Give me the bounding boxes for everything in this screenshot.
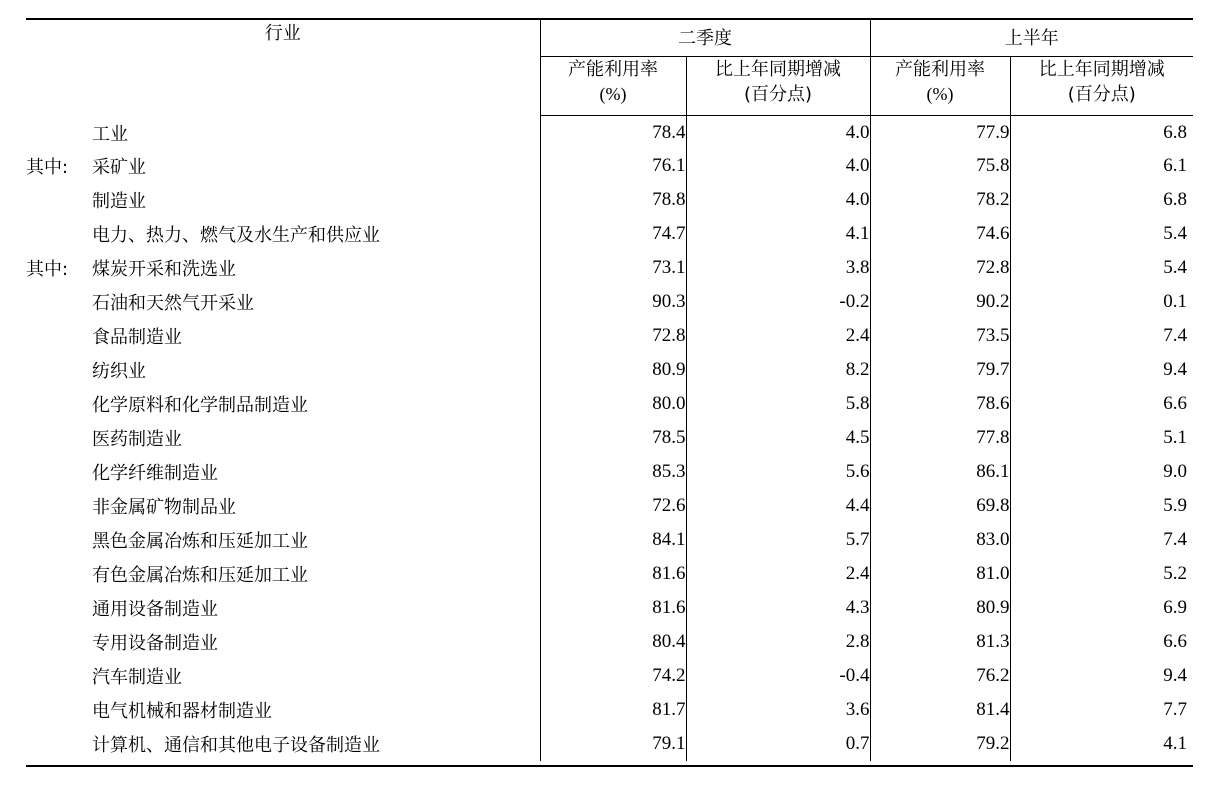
- industry-name-cell: [26, 523, 540, 557]
- industry-name-cell: [26, 217, 540, 251]
- h1-change-cell: 7.7: [1163, 699, 1187, 720]
- h1-rate-cell: 77.8: [870, 421, 1010, 455]
- industry-name: 化学原料和化学制品制造业: [92, 395, 308, 416]
- q2-rate-cell: 72.8: [540, 319, 686, 353]
- industry-name-cell: [26, 183, 540, 217]
- industry-name: 制造业: [92, 191, 146, 212]
- table-row: [26, 489, 1193, 523]
- table-header: [26, 19, 1193, 115]
- industry-column-header: 行业: [26, 19, 540, 115]
- table-row: [26, 285, 1193, 319]
- h1-rate-cell: 81.0: [870, 557, 1010, 591]
- q2-change-cell: 8.2: [686, 353, 870, 387]
- industry-name: 专用设备制造业: [92, 633, 218, 654]
- industry-name-cell: [26, 625, 540, 659]
- h1-group-header: 上半年: [870, 19, 1193, 56]
- industry-name-cell: [26, 557, 540, 591]
- industry-name: 煤炭开采和洗选业: [92, 259, 236, 280]
- h1-change-cell: 6.8: [1163, 122, 1187, 144]
- table-row: [26, 523, 1193, 557]
- h1-rate-cell: 77.9: [870, 115, 1010, 149]
- q2-change-cell: 5.8: [686, 387, 870, 421]
- industry-name-cell: [26, 693, 540, 727]
- h1-change-unit: (百分点): [1067, 83, 1136, 105]
- industry-name-cell: [26, 591, 540, 625]
- industry-name: 化学纤维制造业: [92, 463, 218, 484]
- q2-rate-cell: 78.4: [540, 115, 686, 149]
- table-bottom-rule: [26, 765, 1193, 767]
- industry-name: 纺织业: [92, 361, 146, 382]
- q2-rate-cell: 80.4: [540, 625, 686, 659]
- industry-name: 黑色金属冶炼和压延加工业: [92, 531, 308, 552]
- h1-change-cell: 5.2: [1163, 563, 1187, 584]
- q2-change-cell: 5.6: [686, 455, 870, 489]
- q2-rate-unit: (%): [599, 83, 627, 104]
- q2-rate-cell: 81.6: [540, 591, 686, 625]
- h1-rate-cell: 74.6: [870, 217, 1010, 251]
- h1-change-cell: 5.1: [1163, 427, 1187, 448]
- h1-rate-label: 产能利用率: [895, 58, 985, 80]
- table-row: [26, 217, 1193, 251]
- industry-prefix: 其中:: [26, 157, 69, 178]
- industry-name-cell: [26, 149, 540, 183]
- h1-change-cell: 6.9: [1163, 597, 1187, 618]
- h1-change-cell: 5.4: [1163, 257, 1187, 278]
- industry-name: 电气机械和器材制造业: [92, 701, 272, 722]
- industry-name-cell: [26, 659, 540, 693]
- industry-name-cell: [26, 727, 540, 761]
- q2-rate-label: 产能利用率: [568, 58, 658, 80]
- table-row: [26, 455, 1193, 489]
- table-row: [26, 557, 1193, 591]
- h1-rate-cell: 79.2: [870, 727, 1010, 761]
- h1-change-cell: 5.9: [1163, 495, 1187, 516]
- table-row: [26, 625, 1193, 659]
- h1-rate-cell: 73.5: [870, 319, 1010, 353]
- h1-rate-unit: (%): [926, 83, 954, 104]
- industry-name: 工业: [92, 124, 128, 145]
- q2-change-cell: 3.6: [686, 693, 870, 727]
- q2-rate-cell: 72.6: [540, 489, 686, 523]
- table-row: [26, 387, 1193, 421]
- h1-change-header: [1010, 56, 1193, 115]
- h1-rate-cell: 81.4: [870, 693, 1010, 727]
- h1-rate-cell: 69.8: [870, 489, 1010, 523]
- h1-rate-cell: 78.2: [870, 183, 1010, 217]
- q2-rate-cell: 90.3: [540, 285, 686, 319]
- h1-rate-cell: 90.2: [870, 285, 1010, 319]
- q2-change-cell: 4.0: [686, 183, 870, 217]
- q2-rate-cell: 81.7: [540, 693, 686, 727]
- table-row: [26, 183, 1193, 217]
- industry-name: 有色金属冶炼和压延加工业: [92, 565, 308, 586]
- q2-change-cell: 5.7: [686, 523, 870, 557]
- table-body: [26, 115, 1193, 761]
- industry-name: 食品制造业: [92, 327, 182, 348]
- h1-rate-cell: 86.1: [870, 455, 1010, 489]
- q2-change-cell: 4.5: [686, 421, 870, 455]
- industry-name: 医药制造业: [92, 429, 182, 450]
- industry-name-cell: [26, 353, 540, 387]
- q2-rate-cell: 78.8: [540, 183, 686, 217]
- h1-rate-cell: 81.3: [870, 625, 1010, 659]
- q2-rate-cell: 74.2: [540, 659, 686, 693]
- table-row: [26, 591, 1193, 625]
- h1-change-cell: 6.8: [1163, 189, 1187, 210]
- industry-prefix: 其中:: [26, 259, 69, 280]
- industry-name: 非金属矿物制品业: [92, 497, 236, 518]
- q2-rate-cell: 73.1: [540, 251, 686, 285]
- h1-change-cell: 5.4: [1163, 223, 1187, 244]
- h1-change-cell: 9.0: [1163, 461, 1187, 482]
- q2-change-unit: (百分点): [743, 83, 813, 105]
- q2-change-cell: 2.4: [686, 557, 870, 591]
- table-row: [26, 319, 1193, 353]
- table-row: [26, 251, 1193, 285]
- industry-name-cell: [26, 387, 540, 421]
- h1-rate-cell: 80.9: [870, 591, 1010, 625]
- industry-name: 计算机、通信和其他电子设备制造业: [92, 735, 380, 756]
- industry-name-cell: [26, 115, 540, 149]
- q2-change-cell: 0.7: [686, 727, 870, 761]
- industry-name: 汽车制造业: [92, 667, 182, 688]
- h1-change-cell: 0.1: [1163, 291, 1187, 312]
- h1-change-cell: 6.6: [1163, 631, 1187, 652]
- industry-name-cell: [26, 421, 540, 455]
- q2-change-cell: 4.0: [686, 149, 870, 183]
- industry-name: 通用设备制造业: [92, 599, 218, 620]
- h1-change-label: 比上年同期增减: [1038, 58, 1165, 80]
- h1-rate-cell: 76.2: [870, 659, 1010, 693]
- industry-name-cell: [26, 319, 540, 353]
- industry-name-cell: [26, 251, 540, 285]
- h1-rate-cell: 72.8: [870, 251, 1010, 285]
- q2-change-cell: 4.0: [686, 115, 870, 149]
- q2-change-label: 比上年同期增减: [715, 58, 841, 80]
- q2-rate-cell: 80.9: [540, 353, 686, 387]
- q2-change-cell: 4.1: [686, 217, 870, 251]
- h1-rate-cell: 83.0: [870, 523, 1010, 557]
- header-row-groups: [26, 19, 1193, 56]
- industry-name-cell: [26, 455, 540, 489]
- q2-rate-cell: 81.6: [540, 557, 686, 591]
- h1-change-cell: 9.4: [1163, 665, 1187, 686]
- h1-rate-header: [870, 56, 1010, 115]
- q2-change-cell: -0.2: [686, 285, 870, 319]
- table-row: [26, 693, 1193, 727]
- q2-change-cell: 3.8: [686, 251, 870, 285]
- table-row: [26, 659, 1193, 693]
- industry-name: 电力、热力、燃气及水生产和供应业: [92, 225, 380, 246]
- q2-rate-cell: 76.1: [540, 149, 686, 183]
- q2-change-cell: 2.8: [686, 625, 870, 659]
- h1-change-cell: 7.4: [1163, 529, 1187, 550]
- industry-name: 石油和天然气开采业: [92, 293, 254, 314]
- q2-change-header: [686, 56, 870, 115]
- table-row: [26, 727, 1193, 761]
- h1-rate-cell: 75.8: [870, 149, 1010, 183]
- h1-change-cell: 6.1: [1163, 155, 1187, 176]
- q2-rate-header: [540, 56, 686, 115]
- industry-name-cell: [26, 285, 540, 319]
- industry-name-cell: [26, 489, 540, 523]
- h1-change-cell: 6.6: [1163, 393, 1187, 414]
- table-row: [26, 421, 1193, 455]
- capacity-utilization-table: [26, 19, 1193, 761]
- q2-change-cell: 4.4: [686, 489, 870, 523]
- q2-rate-cell: 85.3: [540, 455, 686, 489]
- q2-rate-cell: 80.0: [540, 387, 686, 421]
- h1-rate-cell: 79.7: [870, 353, 1010, 387]
- q2-rate-cell: 78.5: [540, 421, 686, 455]
- industry-name: 采矿业: [92, 157, 146, 178]
- table-row: [26, 353, 1193, 387]
- q2-change-cell: -0.4: [686, 659, 870, 693]
- q2-change-cell: 4.3: [686, 591, 870, 625]
- q2-rate-cell: 79.1: [540, 727, 686, 761]
- table-row: [26, 149, 1193, 183]
- q2-change-cell: 2.4: [686, 319, 870, 353]
- h1-change-cell: 7.4: [1163, 325, 1187, 346]
- q2-group-header: 二季度: [540, 19, 870, 56]
- h1-change-cell: 9.4: [1163, 359, 1187, 380]
- h1-rate-cell: 78.6: [870, 387, 1010, 421]
- h1-change-cell: 4.1: [1163, 733, 1187, 754]
- q2-rate-cell: 74.7: [540, 217, 686, 251]
- q2-rate-cell: 84.1: [540, 523, 686, 557]
- table-row: [26, 115, 1193, 149]
